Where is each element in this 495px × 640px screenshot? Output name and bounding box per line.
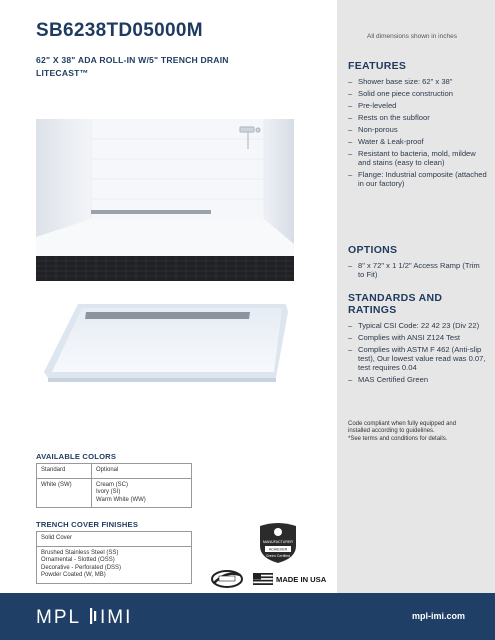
installed-shower-photo bbox=[36, 119, 294, 281]
options-list bbox=[348, 261, 488, 279]
seal-line-3: Green Certified bbox=[265, 554, 291, 558]
feature-item: – Pre-leveled bbox=[348, 101, 488, 110]
standards-heading-line-2: RATINGS bbox=[348, 304, 397, 316]
shower-base-product-photo bbox=[36, 286, 294, 396]
trench-finish-item: Brushed Stainless Steel (SS) bbox=[41, 549, 119, 556]
made-in-usa-label: MADE IN USA bbox=[276, 575, 327, 584]
features-heading: FEATURES bbox=[348, 60, 407, 72]
colors-header-optional: Optional bbox=[92, 464, 192, 479]
standard-item: – Complies with ANSI Z124 Test bbox=[348, 333, 488, 342]
standards-heading bbox=[348, 292, 488, 316]
installed-shower-illustration bbox=[36, 119, 294, 281]
standard-item: – MAS Certified Green bbox=[348, 375, 488, 384]
optional-colors bbox=[92, 478, 192, 508]
feature-item: – Water & Leak-proof bbox=[348, 137, 488, 146]
features-list bbox=[348, 77, 488, 188]
spec-sidebar bbox=[337, 0, 495, 593]
standard-item: – Typical CSI Code: 22 42 23 (Div 22) bbox=[348, 321, 488, 330]
trench-finish-item: Powder Coated (W, MB) bbox=[41, 572, 106, 578]
trench-table-row bbox=[37, 546, 192, 583]
seal-line-2: ACHIEVER bbox=[268, 547, 288, 552]
feature-item: – Solid one piece construction bbox=[348, 89, 488, 98]
product-subtitle bbox=[36, 54, 296, 80]
colors-table-header bbox=[37, 464, 192, 479]
trench-header-solid-cover: Solid Cover bbox=[37, 532, 192, 547]
subtitle-line-2: LITECAST™ bbox=[36, 68, 89, 78]
standards-section bbox=[348, 292, 488, 387]
compliance-note-text: Code compliant when fully equipped and installed according to guidelines. bbox=[348, 421, 457, 435]
brand-text-mi: IMI bbox=[100, 607, 133, 628]
trench-finishes-table bbox=[36, 531, 192, 584]
usa-flag-icon bbox=[253, 573, 273, 585]
colors-table-row bbox=[37, 478, 192, 508]
standards-list bbox=[348, 321, 488, 384]
colors-table bbox=[36, 463, 192, 508]
shower-base-illustration bbox=[36, 286, 294, 396]
trench-cover-heading: TRENCH COVER FINISHES bbox=[36, 520, 139, 529]
option-item: – 8" x 72" x 1 1/2" Access Ramp (Trim to Fit) bbox=[348, 261, 488, 279]
mpl-imi-logo-icon bbox=[36, 602, 166, 630]
trench-finish-item: Decorative - Perforated (DSS) bbox=[41, 564, 122, 571]
certification-swoosh-logo-icon bbox=[210, 568, 244, 590]
options-heading: OPTIONS bbox=[348, 244, 398, 256]
available-colors-heading: AVAILABLE COLORS bbox=[36, 452, 117, 461]
brand-text-mpl: MPL bbox=[36, 607, 82, 628]
trench-finishes-list bbox=[37, 546, 192, 583]
subtitle-line-1: 62" X 38" ADA ROLL-IN W/5" TRENCH DRAIN bbox=[36, 55, 229, 65]
feature-item: – Flange: Industrial composite (attached in our factory) bbox=[348, 170, 488, 188]
optional-color-item: Cream (SC) bbox=[96, 481, 129, 488]
dimensions-note: All dimensions shown in inches bbox=[367, 33, 457, 40]
black-floor-tile bbox=[36, 256, 294, 281]
website-link[interactable]: mpl-imi.com bbox=[411, 611, 465, 621]
feature-item: – Rests on the subfloor bbox=[348, 113, 488, 122]
seal-line-1: MANUFACTURER bbox=[263, 540, 293, 544]
footer-bar bbox=[0, 593, 495, 640]
green-certified-seal-icon bbox=[256, 520, 300, 564]
features-section bbox=[348, 60, 488, 191]
optional-color-item: Ivory (SI) bbox=[96, 489, 121, 495]
standard-item: – Complies with ASTM F 462 (Anti-slip test), Our lowest value read was 0.07, test requires 0.04 bbox=[348, 345, 488, 372]
standard-color: White (SW) bbox=[37, 478, 92, 508]
optional-color-item: Warm White (WW) bbox=[96, 496, 146, 503]
options-section bbox=[348, 244, 488, 282]
feature-item: – Non-porous bbox=[348, 125, 488, 134]
trench-table-header bbox=[37, 532, 192, 547]
trench-finish-item: Ornamental - Slotted (OSS) bbox=[41, 557, 115, 563]
feature-item: – Shower base size: 62" x 38" bbox=[348, 77, 488, 86]
code-compliance-note bbox=[348, 421, 472, 443]
model-number-title: SB6238TD05000M bbox=[36, 20, 203, 41]
terms-note-text: *See terms and conditions for details. bbox=[348, 435, 448, 442]
standards-heading-line-1: STANDARDS AND bbox=[348, 292, 443, 304]
feature-item: – Resistant to bacteria, mold, mildew and stains (easy to clean) bbox=[348, 149, 488, 167]
colors-header-standard: Standard bbox=[37, 464, 92, 479]
